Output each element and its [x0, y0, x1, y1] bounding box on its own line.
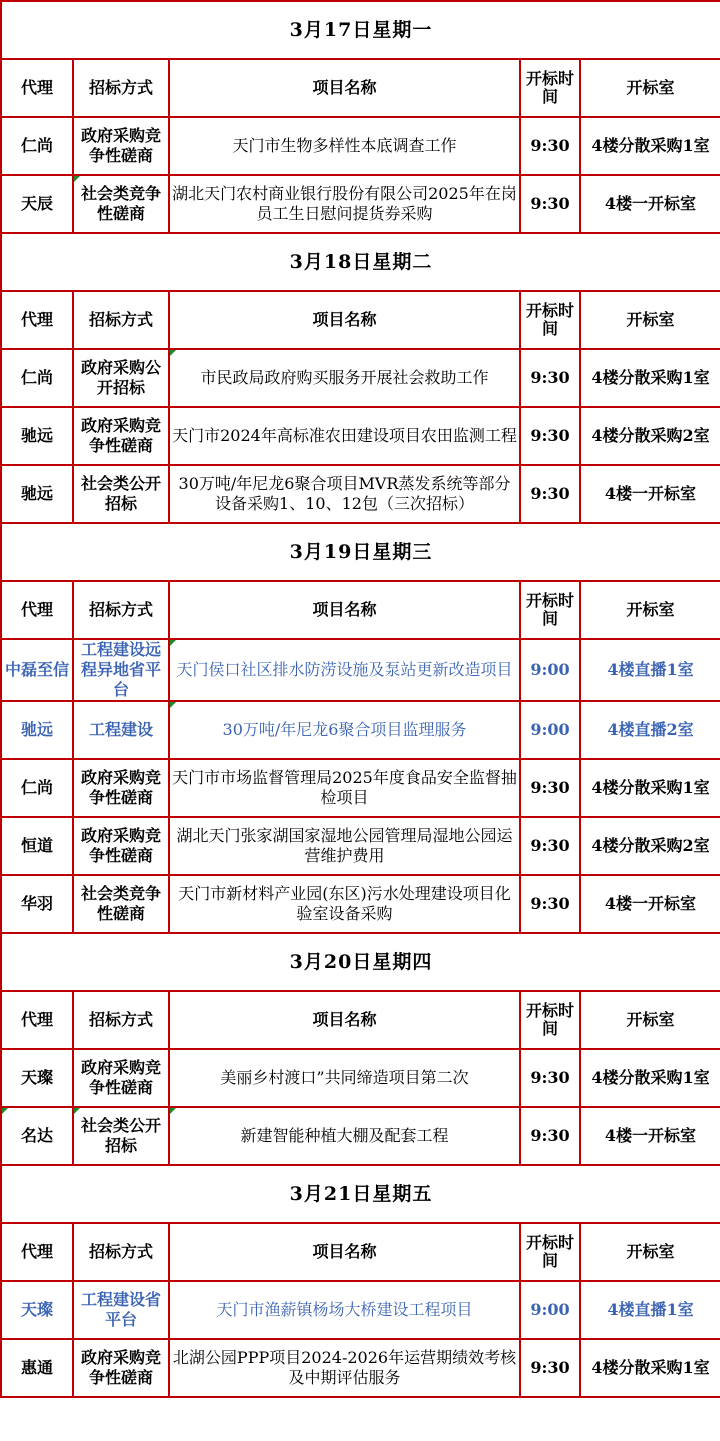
- cell-method: 社会类公开招标: [73, 1107, 169, 1165]
- column-header-row: [1, 291, 720, 349]
- column-header-agent: 代理: [1, 1223, 73, 1281]
- cell-method: 社会类竞争性磋商: [73, 175, 169, 233]
- column-header-room: 开标室: [580, 581, 720, 639]
- column-header-agent: 代理: [1, 991, 73, 1049]
- table-row: [1, 407, 720, 465]
- cell-name: 30万吨/年尼龙6聚合项目MVR蒸发系统等部分设备采购1、10、12包（三次招标）: [169, 465, 520, 523]
- cell-room: 4楼直播1室: [580, 1281, 720, 1339]
- cell-method: 工程建设省平台: [73, 1281, 169, 1339]
- column-header-name: 项目名称: [169, 291, 520, 349]
- table-row: [1, 349, 720, 407]
- day-title: 3月17日星期一: [1, 1, 720, 59]
- column-header-method: 招标方式: [73, 1223, 169, 1281]
- cell-agent: 驰远: [1, 465, 73, 523]
- column-header-room: 开标室: [580, 1223, 720, 1281]
- cell-name: 北湖公园PPP项目2024-2026年运营期绩效考核及中期评估服务: [169, 1339, 520, 1397]
- cell-time: 9:30: [520, 817, 580, 875]
- cell-agent: 天辰: [1, 175, 73, 233]
- cell-room: 4楼直播1室: [580, 639, 720, 701]
- table-row: [1, 117, 720, 175]
- day-header-row: [1, 233, 720, 291]
- cell-method: 社会类公开招标: [73, 465, 169, 523]
- table-row: [1, 817, 720, 875]
- cell-time: 9:00: [520, 1281, 580, 1339]
- cell-room: 4楼分散采购2室: [580, 407, 720, 465]
- cell-name: 湖北天门张家湖国家湿地公园管理局湿地公园运营维护费用: [169, 817, 520, 875]
- table-row: [1, 1281, 720, 1339]
- cell-time: 9:30: [520, 117, 580, 175]
- cell-time: 9:30: [520, 175, 580, 233]
- cell-method: 政府采购竞争性磋商: [73, 1049, 169, 1107]
- cell-agent: 华羽: [1, 875, 73, 933]
- column-header-room: 开标室: [580, 291, 720, 349]
- cell-name: 天门侯口社区排水防涝设施及泵站更新改造项目: [169, 639, 520, 701]
- cell-room: 4楼一开标室: [580, 875, 720, 933]
- cell-room: 4楼分散采购1室: [580, 117, 720, 175]
- day-title: 3月18日星期二: [1, 233, 720, 291]
- cell-method: 工程建设: [73, 701, 169, 759]
- cell-name: 市民政局政府购买服务开展社会救助工作: [169, 349, 520, 407]
- column-header-room: 开标室: [580, 991, 720, 1049]
- cell-time: 9:30: [520, 1049, 580, 1107]
- cell-method: 工程建设远程异地省平台: [73, 639, 169, 701]
- cell-agent: 天璨: [1, 1281, 73, 1339]
- day-header-row: [1, 1, 720, 59]
- column-header-row: [1, 59, 720, 117]
- column-header-time: 开标时间: [520, 1223, 580, 1281]
- cell-room: 4楼一开标室: [580, 1107, 720, 1165]
- cell-time: 9:30: [520, 1339, 580, 1397]
- column-header-agent: 代理: [1, 59, 73, 117]
- column-header-name: 项目名称: [169, 1223, 520, 1281]
- table-row: [1, 875, 720, 933]
- cell-room: 4楼分散采购1室: [580, 1049, 720, 1107]
- column-header-room: 开标室: [580, 59, 720, 117]
- cell-name: 天门市渔薪镇杨场大桥建设工程项目: [169, 1281, 520, 1339]
- cell-time: 9:30: [520, 875, 580, 933]
- day-header-row: [1, 523, 720, 581]
- cell-room: 4楼一开标室: [580, 465, 720, 523]
- column-header-time: 开标时间: [520, 991, 580, 1049]
- cell-name: 新建智能种植大棚及配套工程: [169, 1107, 520, 1165]
- table-row: [1, 175, 720, 233]
- cell-method: 政府采购竞争性磋商: [73, 407, 169, 465]
- cell-time: 9:00: [520, 639, 580, 701]
- cell-room: 4楼分散采购2室: [580, 817, 720, 875]
- cell-time: 9:30: [520, 1107, 580, 1165]
- column-header-name: 项目名称: [169, 581, 520, 639]
- cell-name: 天门市新材料产业园(东区)污水处理建设项目化验室设备采购: [169, 875, 520, 933]
- table-row: [1, 1339, 720, 1397]
- cell-name: 美丽乡村渡口”共同缔造项目第二次: [169, 1049, 520, 1107]
- day-header-row: [1, 1165, 720, 1223]
- day-title: 3月21日星期五: [1, 1165, 720, 1223]
- cell-time: 9:30: [520, 407, 580, 465]
- column-header-time: 开标时间: [520, 59, 580, 117]
- table-row: [1, 759, 720, 817]
- cell-method: 政府采购竞争性磋商: [73, 117, 169, 175]
- cell-agent: 驰远: [1, 407, 73, 465]
- cell-room: 4楼直播2室: [580, 701, 720, 759]
- column-header-name: 项目名称: [169, 991, 520, 1049]
- cell-name: 天门市生物多样性本底调查工作: [169, 117, 520, 175]
- cell-method: 政府采购竞争性磋商: [73, 759, 169, 817]
- day-header-row: [1, 933, 720, 991]
- column-header-method: 招标方式: [73, 59, 169, 117]
- cell-agent: 驰远: [1, 701, 73, 759]
- table-row: [1, 1049, 720, 1107]
- cell-agent: 仁尚: [1, 759, 73, 817]
- column-header-method: 招标方式: [73, 291, 169, 349]
- cell-agent: 恒道: [1, 817, 73, 875]
- cell-name: 30万吨/年尼龙6聚合项目监理服务: [169, 701, 520, 759]
- cell-method: 政府采购竞争性磋商: [73, 817, 169, 875]
- column-header-method: 招标方式: [73, 581, 169, 639]
- column-header-method: 招标方式: [73, 991, 169, 1049]
- cell-method: 政府采购竞争性磋商: [73, 1339, 169, 1397]
- cell-agent: 仁尚: [1, 117, 73, 175]
- column-header-agent: 代理: [1, 291, 73, 349]
- cell-method: 社会类竞争性磋商: [73, 875, 169, 933]
- column-header-row: [1, 991, 720, 1049]
- column-header-time: 开标时间: [520, 291, 580, 349]
- table-row: [1, 465, 720, 523]
- table-row: [1, 701, 720, 759]
- cell-name: 天门市2024年高标准农田建设项目农田监测工程: [169, 407, 520, 465]
- cell-time: 9:00: [520, 701, 580, 759]
- column-header-agent: 代理: [1, 581, 73, 639]
- cell-agent: 名达: [1, 1107, 73, 1165]
- column-header-name: 项目名称: [169, 59, 520, 117]
- table-row: [1, 639, 720, 701]
- cell-time: 9:30: [520, 349, 580, 407]
- cell-method: 政府采购公开招标: [73, 349, 169, 407]
- table-row: [1, 1107, 720, 1165]
- day-title: 3月20日星期四: [1, 933, 720, 991]
- cell-room: 4楼分散采购1室: [580, 349, 720, 407]
- cell-agent: 惠通: [1, 1339, 73, 1397]
- cell-name: 天门市市场监督管理局2025年度食品安全监督抽检项目: [169, 759, 520, 817]
- cell-time: 9:30: [520, 465, 580, 523]
- column-header-row: [1, 1223, 720, 1281]
- cell-agent: 中磊至信: [1, 639, 73, 701]
- cell-name: 湖北天门农村商业银行股份有限公司2025年在岗员工生日慰问提货券采购: [169, 175, 520, 233]
- cell-agent: 天璨: [1, 1049, 73, 1107]
- cell-room: 4楼分散采购1室: [580, 759, 720, 817]
- cell-room: 4楼分散采购1室: [580, 1339, 720, 1397]
- column-header-time: 开标时间: [520, 581, 580, 639]
- cell-agent: 仁尚: [1, 349, 73, 407]
- schedule-body: [1, 1, 720, 1397]
- column-header-row: [1, 581, 720, 639]
- cell-room: 4楼一开标室: [580, 175, 720, 233]
- day-title: 3月19日星期三: [1, 523, 720, 581]
- cell-time: 9:30: [520, 759, 580, 817]
